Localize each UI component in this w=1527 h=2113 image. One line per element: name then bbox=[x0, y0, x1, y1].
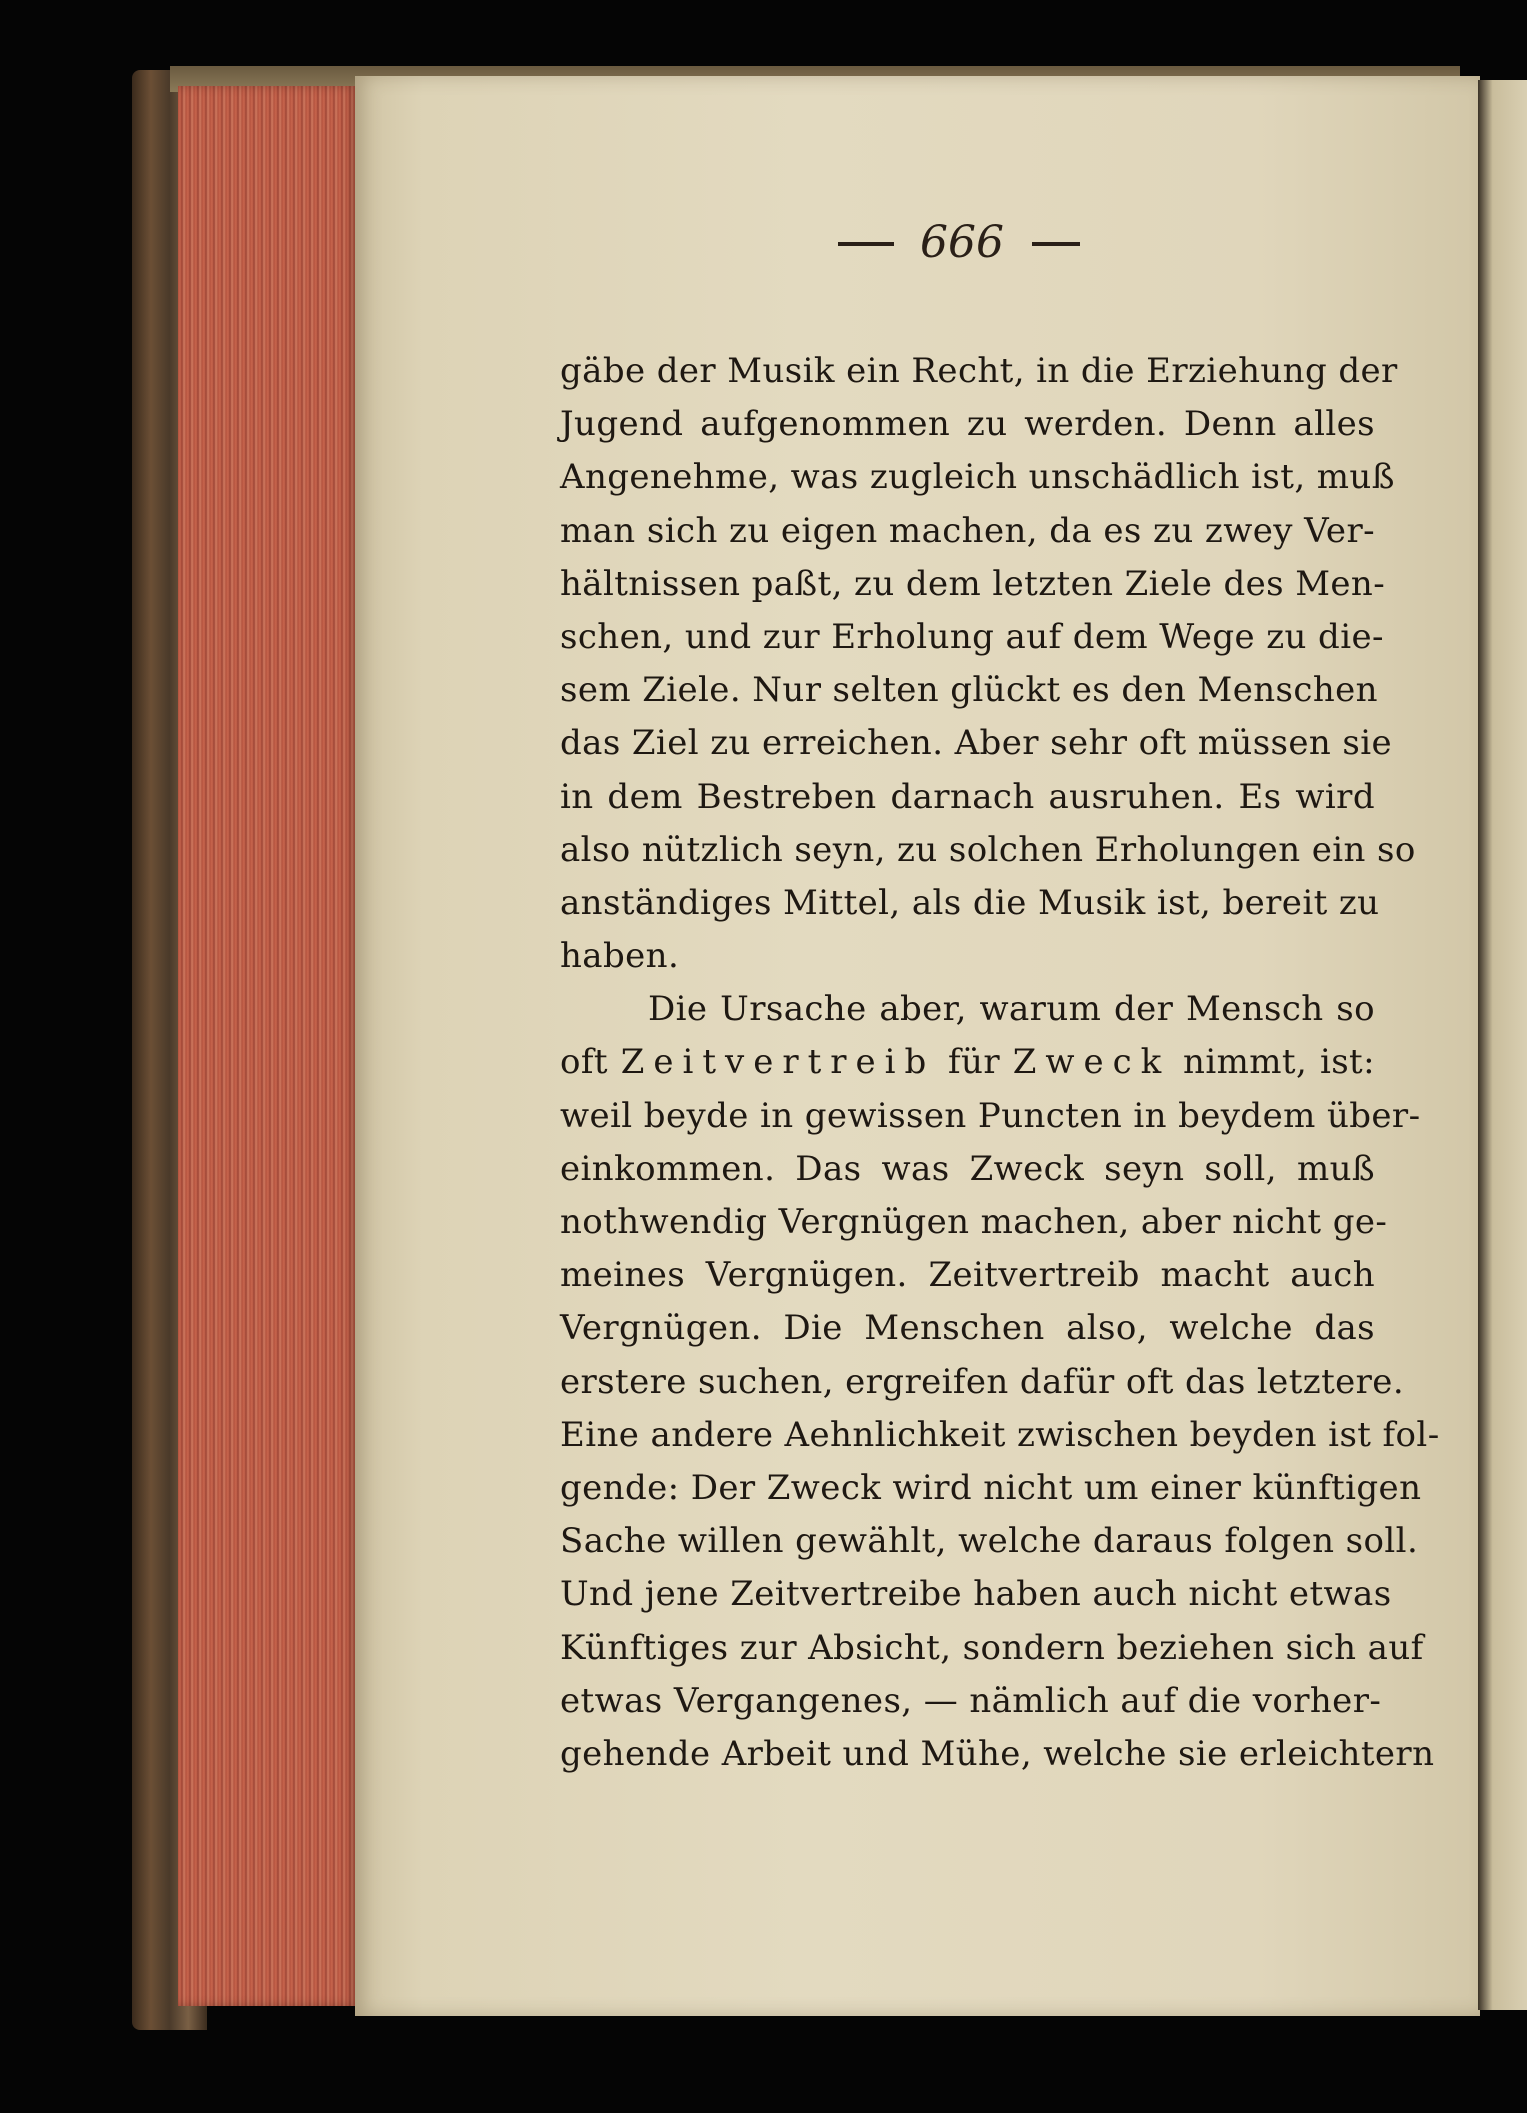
text-line: Eine andere Aehnlichkeit zwischen beyden ist fol- bbox=[560, 1414, 1440, 1455]
text-line: sem Ziele. Nur selten glückt es den Menschen bbox=[560, 670, 1378, 711]
text-line: gehende Arbeit und Mühe, welche sie erleichtern bbox=[560, 1733, 1435, 1774]
text-fragment: nimmt, ist: bbox=[1170, 1042, 1375, 1083]
text-line: gende: Der Zweck wird nicht um einer künftigen bbox=[560, 1467, 1422, 1508]
emphasized-word: Zeitvertreib bbox=[620, 1042, 936, 1083]
text-line: hältnissen paßt, zu dem letzten Ziele des Men- bbox=[560, 563, 1386, 604]
text-line: nothwendig Vergnügen machen, aber nicht ge- bbox=[560, 1202, 1388, 1242]
page-text bbox=[560, 345, 1440, 1781]
header-dash-right bbox=[1032, 242, 1080, 246]
text-fragment: oft bbox=[560, 1042, 621, 1083]
text-line: in dem Bestreben darnach ausruhen. Es wird bbox=[560, 776, 1375, 817]
text-line: Künftiges zur Absicht, sondern beziehen sich auf bbox=[560, 1627, 1424, 1668]
text-line: gäbe der Musik ein Recht, in die Erziehung der bbox=[560, 351, 1398, 391]
text-line: Vergnügen. Die Menschen also, welche das bbox=[560, 1308, 1375, 1349]
text-line: man sich zu eigen machen, da es zu zwey Ver- bbox=[560, 510, 1375, 551]
page-header bbox=[0, 198, 1527, 288]
text-line: haben. bbox=[560, 936, 680, 977]
text-line: Sache willen gewählt, welche daraus folgen soll. bbox=[560, 1521, 1419, 1562]
text-line: erstere suchen, ergreifen dafür oft das letztere. bbox=[560, 1361, 1405, 1402]
page-edges-red bbox=[178, 86, 358, 2006]
text-line: Jugend aufgenommen zu werden. Denn alles bbox=[560, 404, 1375, 445]
emphasized-word: Zweck bbox=[1012, 1042, 1171, 1083]
facing-page-edge bbox=[1478, 80, 1527, 2010]
text-line-spaced bbox=[560, 1036, 1375, 1089]
paragraph-start-line: Die Ursache aber, warum der Mensch so bbox=[648, 989, 1375, 1030]
page-number: 666 bbox=[920, 217, 1004, 268]
text-line: Angenehme, was zugleich unschädlich ist, muß bbox=[560, 457, 1395, 498]
text-line: etwas Vergangenes, — nämlich auf die vorher- bbox=[560, 1680, 1382, 1721]
text-fragment: für bbox=[935, 1042, 1013, 1083]
text-line: schen, und zur Erholung auf dem Wege zu die- bbox=[560, 616, 1384, 657]
text-line: weil beyde in gewissen Puncten in beydem über- bbox=[560, 1095, 1421, 1136]
text-line: das Ziel zu erreichen. Aber sehr oft müssen sie bbox=[560, 723, 1393, 764]
text-line: einkommen. Das was Zweck seyn soll, muß bbox=[560, 1148, 1375, 1189]
text-line: meines Vergnügen. Zeitvertreib macht auch bbox=[560, 1255, 1375, 1296]
text-line: anständiges Mittel, als die Musik ist, bereit zu bbox=[560, 882, 1380, 923]
header-dash-left bbox=[838, 242, 894, 246]
text-line: Und jene Zeitvertreibe haben auch nicht etwas bbox=[560, 1574, 1392, 1615]
text-line: also nützlich seyn, zu solchen Erholungen ein so bbox=[560, 829, 1416, 870]
